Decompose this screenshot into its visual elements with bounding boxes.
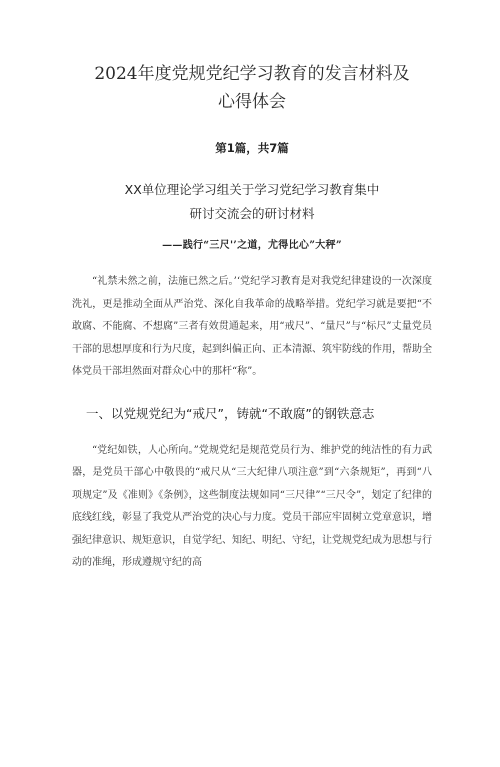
- heading-one: 一、以党规党纪为“戒尺”，铸就“不敢腐”的钢铁意志: [86, 405, 375, 421]
- chapter-indicator: 第1篇，共7篇: [215, 141, 289, 155]
- document-title: [72, 60, 432, 116]
- paragraph-discipline: “党纪如铁，人心所向。”党规党纪是规范党员行为、维护党的纯洁性的有力武器，是党员干部心中敬畏的“戒尺从“三大纪律八项注意”到“六条规矩”，再到“八项规定”及《准则》《条例》，这些制度法规如同“三尺律”“三尺令”，划定了纪律的底线红线，彰显了我党从严治党的决心与力度。党员干部应牢固树立党章意识，增强纪律意识、规矩意识，自觉学纪、知纪、明纪、守纪，让党规党纪成为思想与行动的准绳，形成遵规守纪的高: [72, 444, 432, 568]
- document-page: [0, 60, 500, 767]
- paragraph-intro: “礼禁未然之前，法施已然之后。’‘党纪学习教育是对我党纪律建设的一次深度洗礼，更是推动全面从严治党、深化自我革命的战略举措。党纪学习就是要把“不敢腐、不能腐、不想腐”三者有效贯通起来，用“戒尺”、“量尺”与“标尺”丈量党员干部的思想厚度和行为尺度，起到纠偏正向、正本清源、筑牢防线的作用，帮助全体党员干部坦然面对群众心中的那杆“称”。: [72, 276, 432, 377]
- section-title: [72, 178, 432, 226]
- section-title-line-2: 研讨交流会的研讨材料: [189, 206, 315, 221]
- section-subtitle: ——践行“三尺'’之道，尤得比心”大秤”: [162, 240, 342, 251]
- document-title-line-1: 2024年度党规党纪学习教育的发言材料及: [94, 64, 410, 84]
- section-title-line-1: XX单位理论学习组关于学习党纪学习教育集中: [124, 182, 380, 197]
- document-title-line-2: 心得体会: [218, 92, 286, 112]
